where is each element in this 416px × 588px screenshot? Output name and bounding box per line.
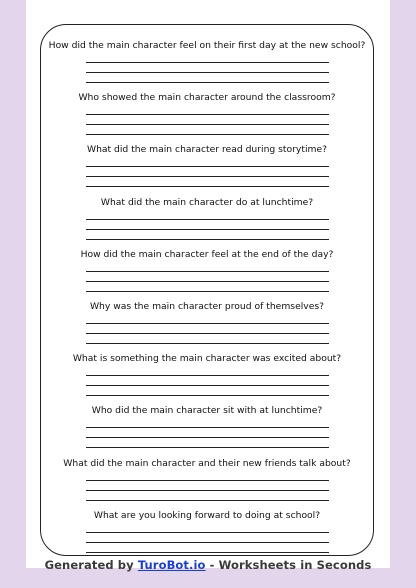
question-block	[40, 40, 374, 52]
footer-brand-link[interactable]: TuroBot.io	[137, 558, 206, 572]
answer-line[interactable]	[86, 542, 329, 543]
answer-line[interactable]	[86, 385, 329, 386]
answer-line[interactable]	[86, 134, 329, 135]
answer-line[interactable]	[86, 114, 329, 115]
question-text: What are you looking forward to doing at school?	[93, 509, 321, 521]
question-block	[40, 510, 374, 522]
answer-line[interactable]	[86, 82, 329, 83]
answer-line[interactable]	[86, 447, 329, 448]
question-block	[40, 405, 374, 417]
answer-line[interactable]	[86, 323, 329, 324]
footer	[0, 558, 416, 572]
answer-line[interactable]	[86, 239, 329, 240]
answer-line[interactable]	[86, 333, 329, 334]
answer-line[interactable]	[86, 72, 329, 73]
question-text: Why was the main character proud of themselves?	[89, 301, 325, 312]
answer-line[interactable]	[86, 229, 329, 230]
answer-line[interactable]	[86, 395, 329, 396]
answer-line[interactable]	[86, 271, 329, 272]
answer-line[interactable]	[86, 480, 329, 481]
answer-line[interactable]	[86, 375, 329, 376]
answer-line[interactable]	[86, 219, 329, 220]
question-block	[40, 249, 374, 261]
answer-line[interactable]	[86, 62, 329, 63]
question-text: Who showed the main character around the classroom?	[78, 92, 336, 104]
question-text: What did the main character do at lunchtime?	[100, 196, 314, 208]
answer-line[interactable]	[86, 124, 329, 125]
question-text: How did the main character feel on their first day at the new school?	[48, 40, 366, 51]
answer-line[interactable]	[86, 490, 329, 491]
answer-line[interactable]	[86, 166, 329, 167]
answer-line[interactable]	[86, 500, 329, 501]
question-block	[40, 144, 374, 156]
question-text: How did the main character feel at the end of the day?	[80, 248, 334, 260]
question-text: What did the main character read during storytime?	[86, 144, 327, 156]
question-block	[40, 301, 374, 313]
question-block	[40, 458, 374, 470]
question-block	[40, 353, 374, 365]
answer-line[interactable]	[86, 552, 329, 553]
answer-line[interactable]	[86, 437, 329, 438]
answer-line[interactable]	[86, 186, 329, 187]
answer-line[interactable]	[86, 427, 329, 428]
question-text: Who did the main character sit with at lunchtime?	[91, 405, 323, 417]
answer-line[interactable]	[86, 343, 329, 344]
question-block	[40, 92, 374, 104]
answer-line[interactable]	[86, 532, 329, 533]
question-text: What did the main character and their new friends talk about?	[63, 457, 351, 469]
footer-suffix: - Worksheets in Seconds	[205, 558, 372, 572]
answer-line[interactable]	[86, 176, 329, 177]
footer-prefix: Generated by	[44, 558, 138, 572]
question-text: What is something the main character was excited about?	[72, 353, 342, 365]
answer-line[interactable]	[86, 291, 329, 292]
answer-line[interactable]	[86, 281, 329, 282]
question-block	[40, 197, 374, 209]
